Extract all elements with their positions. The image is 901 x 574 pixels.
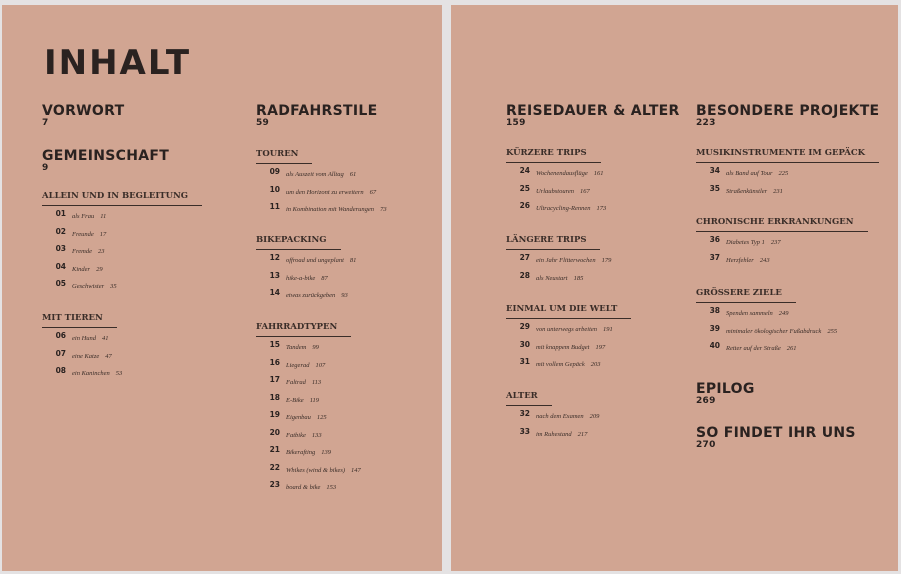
entry-title: ein Hund [72,335,97,342]
entry-page-number: 261 [786,345,797,352]
entry-page-number: 179 [601,257,612,264]
entry-title: mit knappem Budget [536,343,590,351]
section-rule [42,205,202,206]
entry-number: 25 [519,183,530,193]
section-title: BIKEPACKING [256,235,327,245]
section-rule [256,249,341,250]
section-title: EINMAL UM DIE WELT [506,304,618,314]
entry-page-number: 249 [778,310,789,317]
section-einmal-um-die-welt [506,304,631,319]
entry-title: Kinder [72,265,91,273]
entry-page-number: 87 [321,274,328,282]
section-rule [506,405,552,406]
chapter-page-number: 223 [696,118,716,128]
toc-entry[interactable] [252,270,328,282]
entry-number: 37 [709,252,720,262]
entry-number: 03 [55,244,66,253]
entry-title: als Band auf Tour [726,170,773,177]
section-laengere-trips [506,235,600,250]
section-allein-und-in-begleitung [42,191,202,206]
entry-page-number: 17 [99,230,107,238]
entry-page-number: 99 [312,344,319,351]
entry-number: 29 [519,322,530,331]
entry-number: 13 [269,270,280,280]
toc-entry[interactable] [38,365,122,377]
section-rule [42,327,117,328]
toc-entry[interactable] [38,348,112,360]
toc-entry[interactable] [502,356,600,368]
entry-number: 06 [55,331,66,340]
entry-page-number: 67 [369,188,377,196]
toc-entry[interactable] [502,408,599,420]
entry-page-number: 191 [603,326,613,333]
entry-page-number: 161 [593,170,604,177]
entry-page-number: 203 [590,361,601,368]
entry-number: 09 [269,167,280,176]
entry-title: Tandem [286,344,307,351]
section-title: TOUREN [256,149,299,159]
toc-entry[interactable] [252,462,361,474]
entry-number: 10 [269,184,280,194]
entry-title: Urlaubstouren [536,187,575,195]
toc-entry[interactable] [692,165,788,177]
entry-page-number: 255 [827,327,838,335]
section-kuerzere-trips [506,148,601,163]
toc-entry[interactable] [692,305,789,317]
section-fahrradtypen [256,322,351,337]
entry-number: 04 [55,261,66,271]
entry-number: 35 [709,183,720,193]
entry-title: mit vollem Gepäck [536,361,585,368]
toc-entry[interactable] [252,444,331,456]
section-bikepacking [256,235,341,250]
section-groessere-ziele [696,288,796,303]
toc-entry[interactable] [252,409,327,421]
toc-entry[interactable] [252,479,336,491]
chapter-vorwort[interactable] [42,103,124,128]
entry-number: 23 [269,480,280,489]
entry-page-number: 209 [589,413,600,420]
entry-number: 36 [709,235,720,244]
section-touren [256,149,312,164]
chapter-title: REISEDAUER & ALTER [506,103,680,119]
entry-title: ein Kaninchen [72,370,110,377]
entry-title: Fremde [72,248,92,255]
toc-entry[interactable] [252,252,356,264]
toc-entry[interactable] [38,261,103,273]
entry-number: 24 [519,166,530,175]
entry-title: board & bike [286,484,321,491]
chapter-gemeinschaft[interactable] [42,148,169,173]
toc-entry[interactable] [502,252,611,264]
section-rule [506,162,601,163]
section-title: KÜRZERE TRIPS [506,148,587,158]
chapter-title: SO FINDET IHR UNS [696,425,856,441]
entry-title: im Ruhestand [536,430,572,438]
entry-title: von unterwegs arbeiten [536,326,598,333]
left-page [2,5,442,571]
entry-page-number: 185 [573,274,584,282]
toc-entry[interactable] [502,339,605,351]
entry-page-number: 225 [778,170,789,177]
chapter-so-findet-ihr-uns[interactable] [696,425,856,450]
entry-page-number: 23 [97,248,105,255]
entry-number: 27 [519,253,530,262]
entry-title: Wochenendausflüge [536,170,588,177]
section-rule [696,302,796,303]
toc-entry[interactable] [502,426,587,438]
section-chronische-erkrankungen [696,217,868,232]
entry-page-number: 231 [773,187,783,195]
entry-page-number: 113 [311,379,322,386]
entry-page-number: 125 [316,414,327,421]
entry-number: 20 [269,427,280,437]
section-title: LÄNGERE TRIPS [506,235,587,245]
entry-number: 05 [55,279,66,288]
entry-title: etwas zurückgeben [286,292,336,299]
toc-entry[interactable] [38,208,106,220]
entry-title: Fatbike [286,431,306,439]
entry-number: 19 [269,410,280,419]
entry-page-number: 93 [341,292,348,299]
section-title: ALTER [506,391,538,401]
section-title: CHRONISCHE ERKRANKUNGEN [696,217,854,227]
section-alter [506,391,552,406]
entry-number: 16 [269,357,280,367]
entry-page-number: 173 [596,205,607,212]
entry-number: 28 [519,270,530,280]
toc-entry[interactable] [692,183,783,195]
entry-title: Eigenbau [286,414,311,421]
chapter-page-number: 59 [256,118,270,128]
chapter-title: RADFAHRSTILE [256,103,378,119]
chapter-title: EPILOG [696,381,755,397]
entry-page-number: 119 [309,396,319,404]
entry-page-number: 133 [311,431,322,439]
section-rule [506,318,631,319]
toc-entry[interactable] [38,226,106,238]
entry-page-number: 61 [349,171,357,178]
section-title: GRÖSSERE ZIELE [696,288,782,298]
entry-number: 12 [269,253,280,262]
section-rule [256,163,312,164]
section-title: MIT TIEREN [42,313,103,323]
toc-entry[interactable] [692,323,837,335]
entry-number: 02 [55,226,66,236]
entry-page-number: 197 [595,343,606,351]
entry-title: ein Jahr Flitterwochen [536,257,596,264]
entry-title: um den Horizont zu erweitern [286,188,364,196]
chapter-epilog[interactable] [696,381,755,406]
toc-entry[interactable] [502,200,606,212]
section-rule [696,162,879,163]
chapter-title: BESONDERE PROJEKTE [696,103,880,119]
toc-entry[interactable] [502,165,604,177]
chapter-page-number: 159 [506,118,526,128]
right-page [451,5,898,571]
entry-page-number: 243 [759,256,770,264]
entry-title: Diabetes Typ 1 [726,239,765,246]
section-musikinstrumente [696,148,879,163]
chapter-page-number: 270 [696,440,716,450]
entry-number: 32 [519,409,530,418]
page-title: INHALT [44,43,192,83]
section-rule [256,336,351,337]
section-title: MUSIKINSTRUMENTE IM GEPÄCK [696,148,866,158]
section-rule [506,249,600,250]
entry-number: 14 [269,288,280,297]
entry-number: 15 [269,340,280,349]
entry-number: 17 [269,375,280,384]
entry-page-number: 147 [351,466,361,474]
entry-number: 26 [519,201,530,210]
entry-page-number: 81 [349,257,357,264]
entry-title: eine Katze [72,352,100,360]
entry-page-number: 73 [380,206,387,213]
toc-entry[interactable] [252,339,319,351]
entry-page-number: 53 [115,370,123,377]
entry-page-number: 153 [326,484,337,491]
entry-title: nach dem Examen [536,413,584,420]
toc-entry[interactable] [252,201,387,213]
section-title: ALLEIN UND IN BEGLEITUNG [42,191,189,201]
toc-entry[interactable] [692,234,781,246]
entry-page-number: 35 [110,283,117,290]
entry-title: Geschwister [72,283,105,290]
entry-page-number: 107 [315,361,326,369]
entry-title: Whikes (wind & bikes) [286,466,346,474]
entry-title: Freunde [72,230,94,238]
toc-entry[interactable] [252,166,356,178]
entry-title: Herzfehler [726,256,754,264]
section-mit-tieren [42,313,117,328]
toc-entry[interactable] [692,252,770,264]
entry-page-number: 139 [321,449,331,456]
entry-number: 34 [709,166,720,175]
entry-number: 30 [519,339,530,349]
entry-page-number: 29 [96,265,103,273]
entry-number: 22 [269,462,280,472]
toc-entry[interactable] [252,287,348,299]
entry-page-number: 41 [102,335,109,342]
entry-page-number: 217 [577,430,588,438]
toc-entry[interactable] [502,270,583,282]
entry-number: 11 [269,202,280,211]
entry-number: 01 [55,209,66,218]
toc-entry[interactable] [38,243,104,255]
entry-page-number: 47 [105,352,112,360]
entry-number: 39 [709,323,720,333]
chapter-title: VORWORT [42,103,125,119]
entry-title: Retter auf der Straße [726,345,781,352]
entry-title: Bikerafting [286,449,316,456]
entry-number: 40 [709,341,720,350]
toc-entry[interactable] [252,184,376,196]
entry-title: als Auszeit vom Alltag [286,171,344,178]
toc-entry[interactable] [692,340,796,352]
entry-number: 08 [55,366,66,375]
entry-page-number: 237 [770,239,781,246]
toc-entry[interactable] [252,427,322,439]
entry-title: Ultracycling-Rennen [536,205,591,212]
entry-title: Spenden sammeln [726,310,773,317]
entry-title: minimaler ökologischer Fußabdruck [726,327,822,335]
toc-entry[interactable] [38,278,117,290]
entry-title: Liegerad [286,361,310,369]
chapter-radfahrstile[interactable] [256,103,377,128]
entry-title: E-Bike [286,396,304,404]
entry-page-number: 167 [580,187,590,195]
toc-entry[interactable] [252,392,319,404]
entry-number: 18 [269,392,280,402]
chapter-title: GEMEINSCHAFT [42,148,170,164]
entry-number: 31 [519,357,530,366]
toc-entry[interactable] [502,183,590,195]
section-title: FAHRRADTYPEN [256,322,338,332]
entry-title: als Frau [72,213,95,220]
entry-title: Straßenkünstler [726,187,768,195]
entry-number: 21 [269,445,280,454]
entry-title: hike-a-bike [286,274,316,282]
toc-entry[interactable] [38,330,109,342]
toc-entry[interactable] [252,374,321,386]
chapter-reisedauer-alter[interactable] [506,103,680,128]
toc-entry[interactable] [252,357,325,369]
chapter-besondere-projekte[interactable] [696,103,879,128]
chapter-page-number: 7 [42,118,49,128]
entry-page-number: 11 [100,213,107,220]
entry-number: 07 [55,348,66,358]
entry-number: 38 [709,306,720,315]
entry-title: offroad und ungeplant [286,257,344,264]
entry-number: 33 [519,426,530,436]
toc-entry[interactable] [502,321,613,333]
section-rule [696,231,868,232]
chapter-page-number: 9 [42,163,49,173]
entry-title: als Neustart [536,274,568,282]
entry-title: Faltrad [286,379,306,386]
entry-title: in Kombination mit Wanderungen [286,206,375,213]
chapter-page-number: 269 [696,396,716,406]
